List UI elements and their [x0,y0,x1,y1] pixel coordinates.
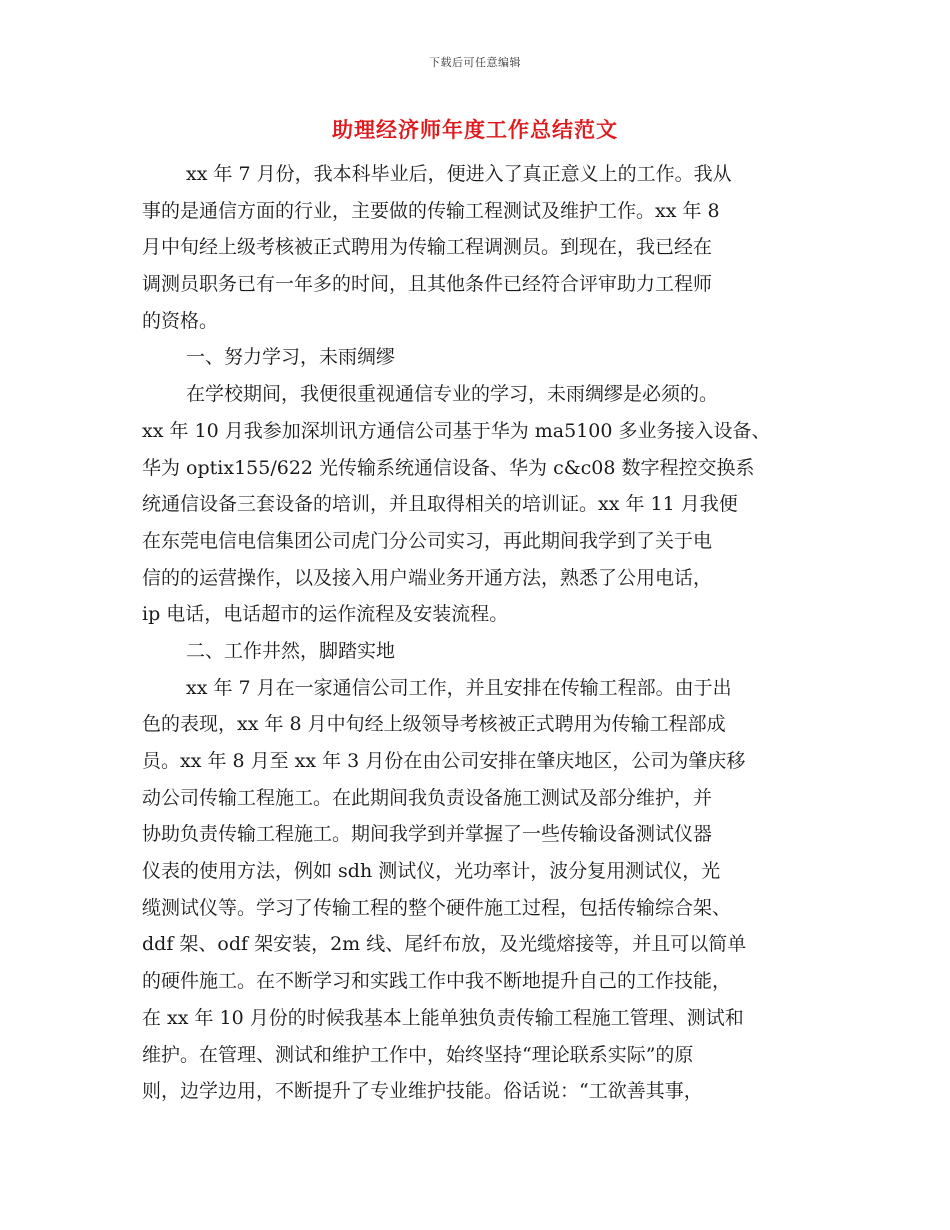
body-text-line: ip 电话，电话超市的运作流程及安装流程。 [142,603,509,626]
body-text-line: ddf 架、odf 架安装，2m 线、尾纤布放，及光缆熔接等，并且可以简单 [142,933,747,956]
body-text-line: 调测员职务已有一年多的时间，且其他条件已经符合评审助力工程师 [142,273,713,296]
body-text-line: 信的的运营操作，以及接入用户端业务开通方法，熟悉了公用电话， [142,566,713,589]
body-text-line: 华为 optix155/622 光传输系统通信设备、华为 c&c08 数字程控交换系 [142,456,755,479]
body-text-line: 协助负责传输工程施工。期间我学到并掌握了一些传输设备测试仪器 [142,823,713,846]
body-text-line: 一、努力学习，未雨绸缪 [186,346,396,369]
body-text-line: 动公司传输工程施工。在此期间我负责设备施工测试及部分维护，并 [142,786,713,809]
body-text-line: 仪表的使用方法，例如 sdh 测试仪，光功率计，波分复用测试仪，光 [142,860,721,883]
document-body [142,156,808,1110]
body-text-line: 在东莞电信电信集团公司虎门分公司实习，再此期间我学到了关于电 [142,529,713,552]
body-text-line: 在学校期间，我便很重视通信专业的学习，未雨绸缪是必须的。 [186,383,719,406]
body-text-line: 则，边学边用，不断提升了专业维护技能。俗话说：“工欲善其事， [142,1080,703,1103]
body-text-line: 事的是通信方面的行业，主要做的传输工程测试及维护工作。xx 年 8 [142,199,720,222]
body-text-line: xx 年 10 月我参加深圳讯方通信公司基于华为 ma5100 多业务接入设备、 [142,419,771,442]
header-note: 下载后可任意编辑 [429,56,521,69]
body-text-line: xx 年 7 月份，我本科毕业后，便进入了真正意义上的工作。我从 [186,163,732,185]
body-text-line: 的资格。 [142,309,219,332]
body-text-line: 维护。在管理、测试和维护工作中，始终坚持“理论联系实际”的原 [142,1043,694,1066]
body-text-line: 色的表现，xx 年 8 月中旬经上级领导考核被正式聘用为传输工程部成 [142,713,726,736]
document-title: 助理经济师年度工作总结范文 [332,118,618,142]
body-text-line: 二、工作井然，脚踏实地 [186,639,396,662]
body-text-line: 月中旬经上级考核被正式聘用为传输工程调测员。到现在，我已经在 [142,236,713,259]
body-text-line: 的硬件施工。在不断学习和实践工作中我不断地提升自己的工作技能， [142,970,732,993]
body-text-line: 统通信设备三套设备的培训，并且取得相关的培训证。xx 年 11 月我便 [142,493,738,516]
body-text-line: xx 年 7 月在一家通信公司工作，并且安排在传输工程部。由于出 [186,676,732,699]
body-text-line: 缆测试仪等。学习了传输工程的整个硬件施工过程，包括传输综合架、 [142,896,732,919]
body-text-line: 员。xx 年 8 月至 xx 年 3 月份在由公司安排在肇庆地区，公司为肇庆移 [142,750,746,772]
body-text-line: 在 xx 年 10 月份的时候我基本上能单独负责传输工程施工管理、测试和 [142,1006,744,1029]
